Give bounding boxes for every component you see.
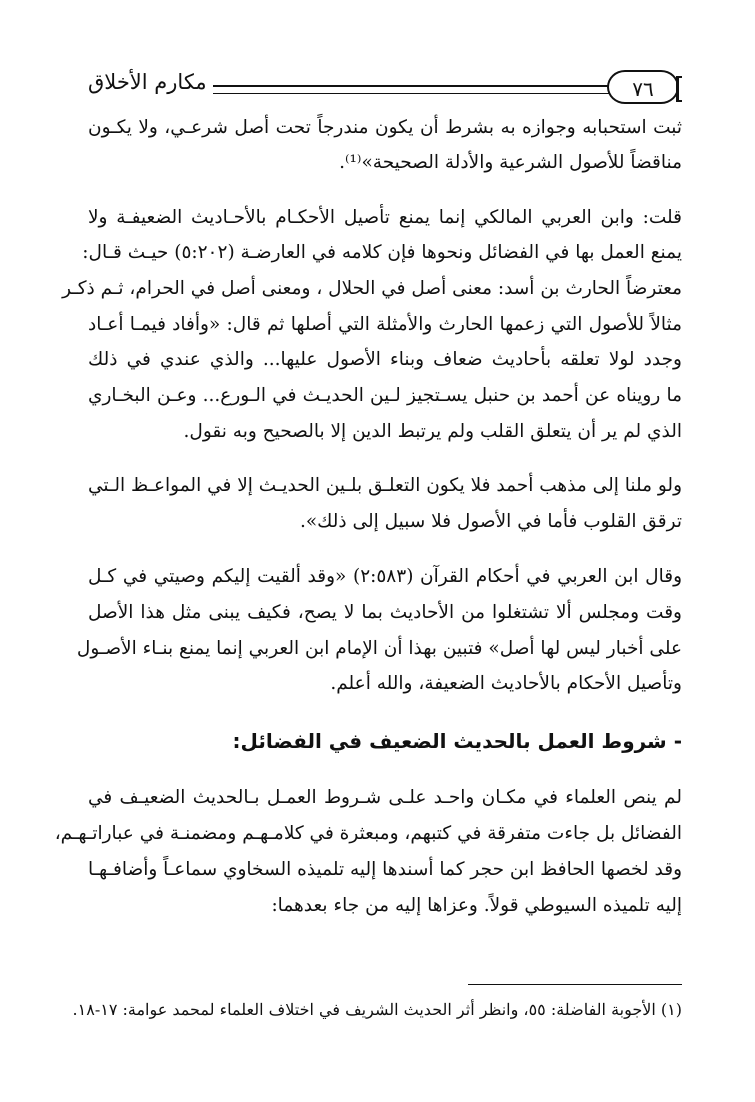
- page-number: ٧٦: [607, 70, 679, 104]
- text-line: ترقق القلوب فأما في الأصول فلا سبيل إلى ذلك».: [299, 511, 682, 532]
- header-bracket: [676, 76, 682, 102]
- footnote-separator: [468, 984, 682, 985]
- text-line: وقد لخصها الحافظ ابن حجر كما أسندها إليه تلميذه السخاوي سماعـاً وأضافـهـا: [88, 859, 682, 880]
- section-heading: - شروط العمل بالحديث الضعيف في الفضائل:: [232, 729, 682, 753]
- running-header: [88, 68, 682, 108]
- text-line: مثالاً للأصول التي زعمها الحارث والأمثلة التي أصلها ثم قال: «وأفاد فيمـا أعـاد: [88, 314, 682, 335]
- text-line: إليه تلميذه السيوطي قولاً. وعزاها إليه من جاء بعدهما:: [271, 895, 682, 916]
- text-line: لم ينص العلماء في مكـان واحـد علـى شـروط العمـل بـالحديث الضعيـف في: [88, 787, 682, 808]
- text-line: ثبت استحبابه وجوازه به بشرط أن يكون مندرجاً تحت أصل شرعـي، ولا يكـون: [88, 117, 682, 138]
- text-line: وجدد لولا تعلقه بأحاديث ضعاف وبناء الأصول عليها... والذي عندي في ذلك: [88, 349, 682, 370]
- text-line: ما رويناه عن أحمد بن حنبل يسـتجيز لـين الحديـث في الـورع... وعـن البخـاري: [88, 385, 682, 406]
- text-line: مناقضاً للأصول الشرعية والأدلة الصحيحة»⁽¹⁾.: [339, 152, 682, 173]
- footnote: (١) الأجوبة الفاضلة: ٥٥، وانظر أثر الحديث الشريف في اختلاف العلماء لمحمد عوامة: ١٧-١٨.: [72, 1000, 682, 1019]
- text-line: يمنع العمل بها في الفضائل ونحوها فإن كلامه في العارضـة (٥:٢٠٢) حيـث قـال:: [82, 242, 682, 263]
- header-rule: [213, 85, 667, 94]
- text-line: معترضاً الحارث بن أسد: معنى أصل في الحلال ، ومعنى أصل في الحرام، ثـم ذكـر: [62, 278, 682, 299]
- text-line: قلت: وابن العربي المالكي إنما يمنع تأصيل الأحكـام بالأحـاديث الضعيفـة ولا: [88, 207, 682, 228]
- text-line: الفضائل بل جاءت متفرقة في كتبهم، ومبعثرة في كلامـهـم ومضمنـة في عباراتـهـم،: [54, 823, 682, 844]
- text-line: الذي لم ير أن يتعلق القلب ولم يرتبط الدين إلا بالصحيح وبه نقول.: [183, 421, 682, 442]
- book-title: مكارم الأخلاق: [88, 70, 207, 94]
- text-line: وقال ابن العربي في أحكام القرآن (٢:٥٨٣) «وقد ألقيت إليكم وصيتي في كـل: [88, 566, 682, 587]
- text-line: على أخبار ليس لها أصل» فتبين بهذا أن الإمام ابن العربي إنما يمنع بنـاء الأصـول: [76, 638, 682, 659]
- text-line: وتأصيل الأحكام بالأحاديث الضعيفة، والله أعلم.: [330, 673, 682, 694]
- text-line: ولو ملنا إلى مذهب أحمد فلا يكون التعلـق بلـين الحديـث إلا في المواعـظ الـتي: [87, 475, 682, 496]
- text-line: وقت ومجلس ألا تشتغلوا من الأحاديث بما لا يصح، فكيف يبنى مثل هذا الأصل: [88, 602, 682, 623]
